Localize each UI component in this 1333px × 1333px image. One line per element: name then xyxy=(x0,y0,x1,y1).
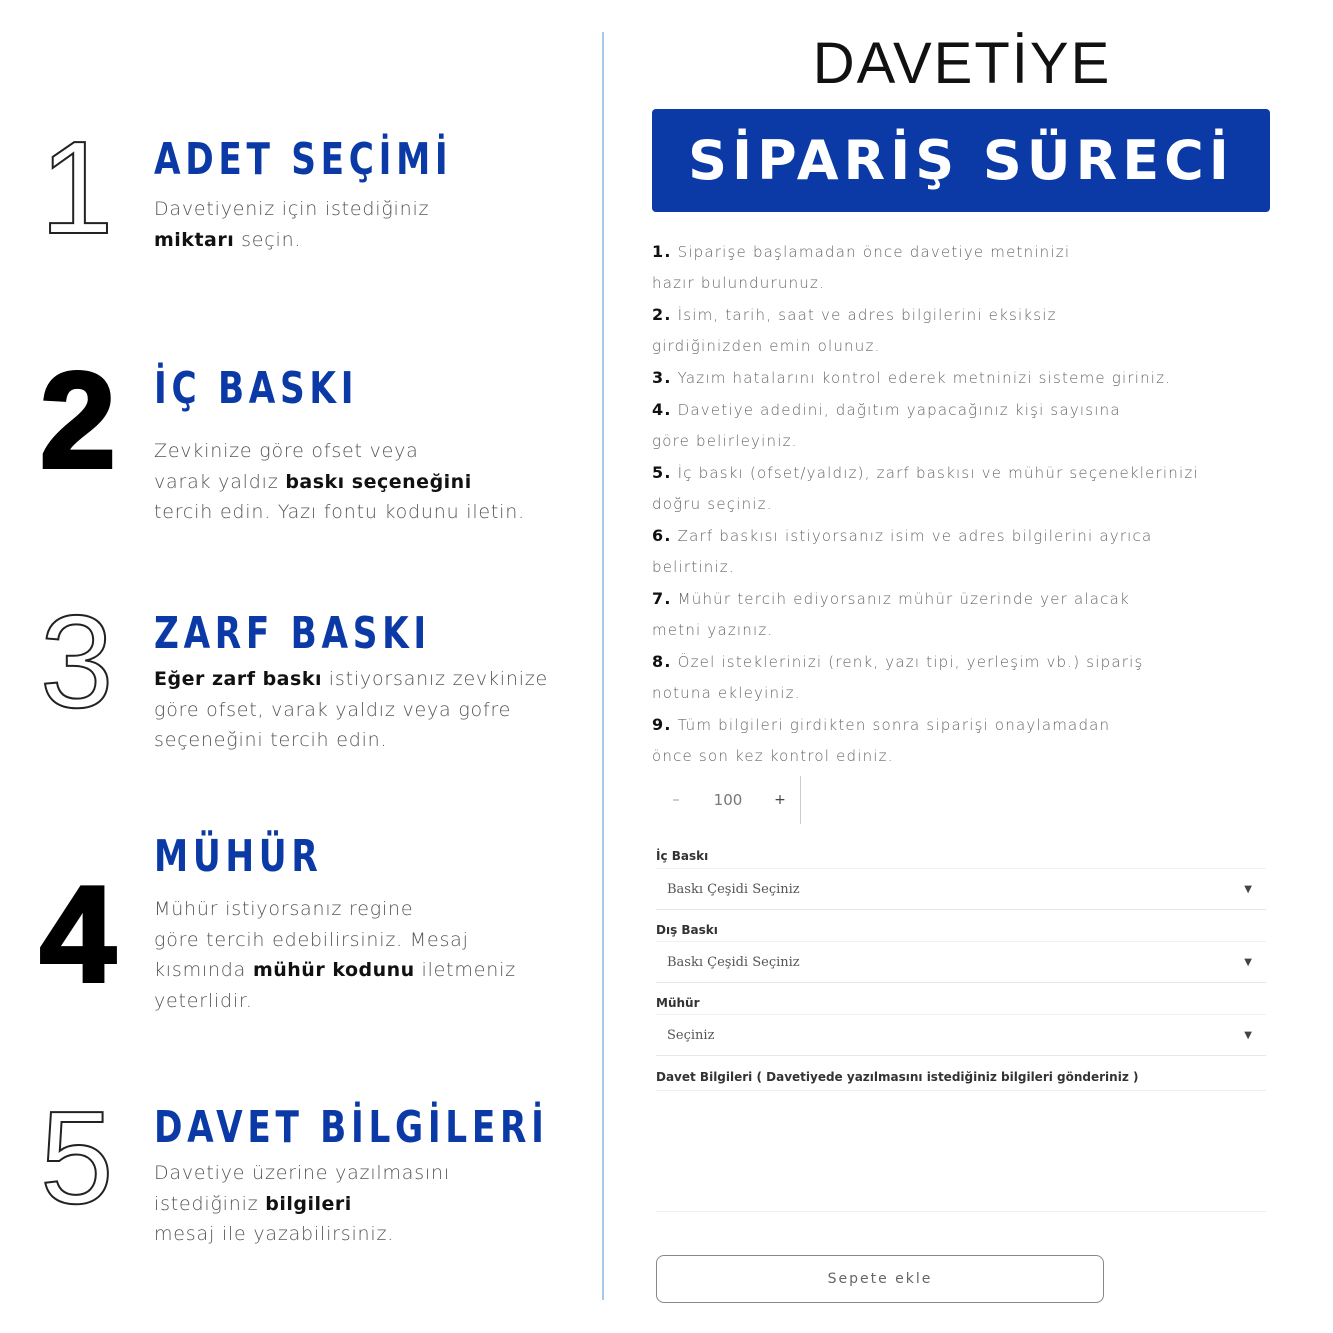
dis-baski-label: Dış Baskı xyxy=(656,923,718,937)
select-value: Seçiniz xyxy=(667,1027,715,1043)
step-description: Davetiye üzerine yazılmasını istediğiniz bilgileri mesaj ile yazabilirsiniz. xyxy=(154,1162,450,1245)
ic-baski-select[interactable] xyxy=(656,868,1266,910)
increment-button[interactable]: + xyxy=(774,792,786,808)
step-number: 2 xyxy=(40,344,116,496)
page-title: DAVETİYE xyxy=(812,31,1112,96)
step-number: 4 xyxy=(40,858,116,1010)
step-description: Zevkinize göre ofset veya varak yaldız baskı seçeneğini tercih edin. Yazı fontu kodunu iletin. xyxy=(154,440,525,523)
step-title: MÜHÜR xyxy=(154,831,323,882)
step-description: Davetiyeniz için istediğiniz miktarı seçin. xyxy=(154,198,430,251)
instruction-item-cont: girdiğinizden emin olunuz. xyxy=(652,337,881,355)
step-number: 3 xyxy=(40,588,114,735)
order-process-banner xyxy=(652,109,1270,212)
step-number: 5 xyxy=(40,1084,114,1231)
instruction-item: 3. Yazım hatalarını kontrol ederek metninizi sisteme giriniz. xyxy=(652,368,1172,387)
instruction-item-cont: önce son kez kontrol ediniz. xyxy=(652,747,894,765)
decrement-button[interactable]: – xyxy=(672,792,680,808)
instruction-item-cont: doğru seçiniz. xyxy=(652,495,773,513)
banner-title: SİPARİŞ SÜRECİ xyxy=(688,129,1234,192)
add-to-cart-button[interactable]: Sepete ekle xyxy=(656,1255,1104,1303)
caret-down-icon: ▼ xyxy=(1244,1029,1252,1041)
instruction-item-cont: notuna ekleyiniz. xyxy=(652,684,801,702)
instruction-item: 9. Tüm bilgileri girdikten sonra siparişi onaylamadan xyxy=(652,715,1111,734)
davet-bilgileri-label: Davet Bilgileri ( Davetiyede yazılmasını istediğiniz bilgileri gönderiniz ) xyxy=(656,1070,1139,1084)
instruction-item: 6. Zarf baskısı istiyorsanız isim ve adres bilgilerini ayrıca xyxy=(652,526,1153,545)
instruction-item: 7. Mühür tercih ediyorsanız mühür üzerinde yer alacak xyxy=(652,589,1130,608)
select-value: Baskı Çeşidi Seçiniz xyxy=(667,954,800,970)
muhur-select[interactable] xyxy=(656,1014,1266,1056)
instruction-item-cont: göre belirleyiniz. xyxy=(652,432,798,450)
quantity-stepper xyxy=(656,776,801,824)
step-description: Eğer zarf baskı istiyorsanız zevkinize göre ofset, varak yaldız veya gofre seçeneğini tercih edin. xyxy=(154,668,549,751)
instruction-item: 5. İç baskı (ofset/yaldız), zarf baskısı ve mühür seçeneklerinizi xyxy=(652,463,1199,482)
select-value: Baskı Çeşidi Seçiniz xyxy=(667,881,800,897)
quantity-input[interactable]: 100 xyxy=(713,791,743,809)
ic-baski-label: İç Baskı xyxy=(656,849,709,863)
instructions-list xyxy=(652,236,1252,772)
instruction-item-cont: hazır bulundurunuz. xyxy=(652,274,826,292)
step-title: DAVET BİLGİLERİ xyxy=(154,1102,549,1153)
instruction-item: 8. Özel isteklerinizi (renk, yazı tipi, yerleşim vb.) sipariş xyxy=(652,652,1144,671)
caret-down-icon: ▼ xyxy=(1244,956,1252,968)
instruction-item: 1. Siparişe başlamadan önce davetiye metninizi xyxy=(652,242,1071,261)
dis-baski-select[interactable] xyxy=(656,941,1266,983)
instruction-item: 2. İsim, tarih, saat ve adres bilgilerini eksiksiz xyxy=(652,305,1057,324)
caret-down-icon: ▼ xyxy=(1244,883,1252,895)
step-description: Mühür istiyorsanız regine göre tercih edebilirsiniz. Mesaj kısmında mühür kodunu iletmeniz yeterlidir. xyxy=(154,898,516,1012)
step-title: ZARF BASKI xyxy=(154,608,431,659)
instruction-item-cont: belirtiniz. xyxy=(652,558,735,576)
instruction-item-cont: metni yazınız. xyxy=(652,621,774,639)
davet-bilgileri-textarea[interactable] xyxy=(656,1090,1266,1212)
step-title: İÇ BASKI xyxy=(154,363,359,414)
instruction-item: 4. Davetiye adedini, dağıtım yapacağınız kişi sayısına xyxy=(652,400,1121,419)
muhur-label: Mühür xyxy=(656,996,700,1010)
step-number: 1 xyxy=(40,114,114,261)
step-title: ADET SEÇİMİ xyxy=(154,134,453,185)
column-divider xyxy=(602,32,604,1300)
